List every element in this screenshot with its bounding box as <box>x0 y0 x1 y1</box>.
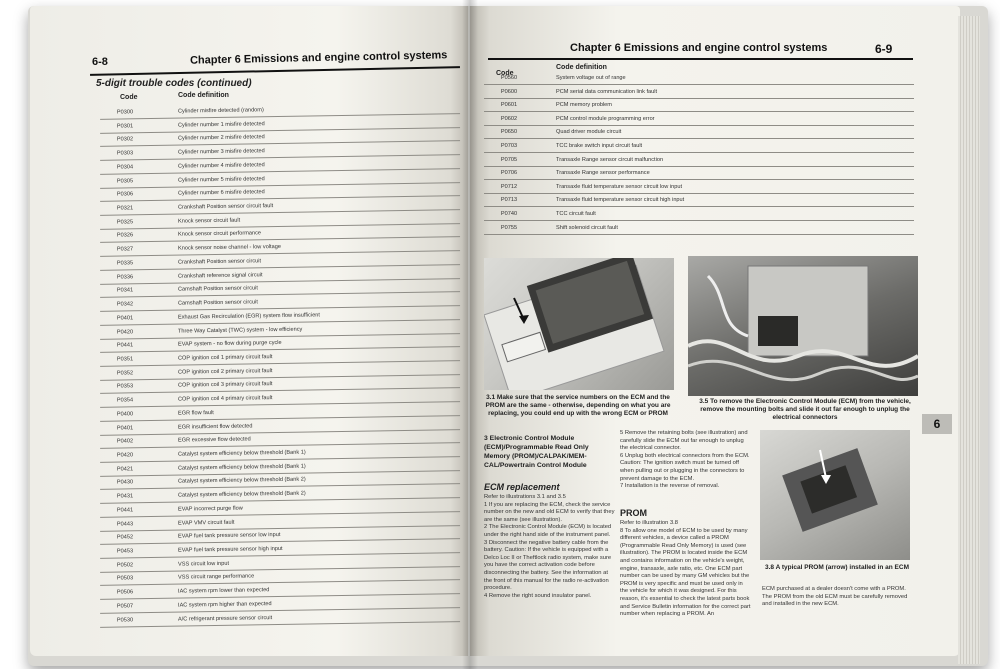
row-definition: Cylinder number 4 misfire detected <box>177 162 265 170</box>
row-code: P0400 <box>116 411 134 418</box>
row-definition: EVAP fuel tank pressure sensor high input <box>177 545 283 554</box>
row-code: P0321 <box>116 205 134 212</box>
row-code: P0706 <box>500 170 518 177</box>
row-code: P0453 <box>116 548 134 555</box>
prom-continued-text: ECM purchased at a dealer doesn't come with a PROM. The PROM from the old ECM must be carefully removed and installed in the new ECM. <box>762 586 908 608</box>
row-definition: Cylinder number 5 misfire detected <box>177 175 265 184</box>
wiring-illustration-icon <box>688 256 918 396</box>
row-code: P0325 <box>116 219 134 226</box>
row-definition: Knock sensor circuit fault <box>177 217 241 225</box>
row-code: P0354 <box>116 397 134 404</box>
row-definition: Cylinder number 1 misfire detected <box>177 120 265 129</box>
left-page-number: 6-8 <box>92 56 108 68</box>
row-definition: PCM memory problem <box>556 102 612 109</box>
row-definition: Shift solenoid circuit fault <box>556 224 618 231</box>
page-edges <box>958 16 980 664</box>
row-definition: VSS circuit low input <box>177 560 230 568</box>
right-col-def: Code definition <box>556 64 607 71</box>
ecm-steps-text: 5 Remove the retaining bolts (see illustration) and carefully slide the ECM out far enough to unplug the electrical connector. 6 Unplug both electrical connectors from the ECM. Caution: The ignition switch must be turned off when pulling out or plugging in the connectors to prevent damage to the ECM. 7 Installation is the reverse of removal. <box>620 430 750 490</box>
left-col-code: Code <box>120 94 138 101</box>
row-code: P0402 <box>116 438 134 445</box>
row-code: P0420 <box>116 452 134 459</box>
row-code: P0353 <box>116 383 134 390</box>
row-code: P0351 <box>116 356 134 363</box>
row-code: P0452 <box>116 534 134 541</box>
row-code: P0305 <box>116 177 134 185</box>
section-3-title: 3 Electronic Control Module (ECM)/Programmable Read Only Memory (PROM)/CALPAK/MEM-CAL/Powertrain Control Module <box>484 435 589 469</box>
left-page <box>30 6 468 656</box>
table-row <box>484 208 914 221</box>
row-definition: EGR excessive flow detected <box>177 436 251 444</box>
prom-illustration-icon <box>760 430 910 560</box>
row-definition: PCM control module programming error <box>556 115 655 122</box>
row-definition: Cylinder number 2 misfire detected <box>177 134 265 143</box>
row-definition: A/C refrigerant pressure sensor circuit <box>177 614 273 623</box>
ecm-replacement-text: Refer to illustrations 3.1 and 3.5 1 If you are replacing the ECM, check the service number on the new and old ECM to verify that they are the same (see illustration). 2 The Electronic Control Module (ECM) is located under the right hand side of the instrument panel. 3 Disconnect the negative battery cable from the battery. Caution: If the vehicle is equipped with a Delco Loc II or Theftlock radio system, make sure you have the correct activation code before disconnecting the battery. See the information at the front of this manual for the radio re-activation procedure. 4 Remove the right sound insulator panel. <box>484 494 615 599</box>
row-definition: System voltage out of range <box>556 75 626 81</box>
row-code: P0755 <box>500 224 518 231</box>
row-definition: TCC brake switch input circuit fault <box>556 143 643 149</box>
row-definition: Exhaust Gas Recirculation (EGR) system flow insufficient <box>177 312 321 321</box>
caption-3-8: 3.8 A typical PROM (arrow) installed in an ECM <box>765 564 909 571</box>
row-definition: PCM serial data communication link fault <box>556 88 658 95</box>
photo-3-8-prom <box>760 430 910 560</box>
row-code: P0401 <box>116 424 134 432</box>
row-code: P0431 <box>116 493 134 500</box>
right-page-number: 6-9 <box>875 42 893 56</box>
right-chapter-title: Chapter 6 Emissions and engine control systems <box>570 42 828 54</box>
row-definition: TCC circuit fault <box>556 211 596 217</box>
row-code: P0507 <box>116 603 134 610</box>
row-definition: Camshaft Position sensor circuit <box>177 285 258 293</box>
row-code: P0600 <box>500 88 518 95</box>
right-page <box>470 6 960 656</box>
prom-text: Refer to illustration 3.8 8 To allow one model of ECM to be used by many different vehicles, a device called a PROM (Programmable Read Only Memory) is used (see illustration). The PROM is located inside the ECM and contains information on the vehicle's weight, engine, transaxle, axle ratio, etc. One ECM part number can be used by many GM vehicles but the PROM is very specific and must be used only in the vehicle for which it was designed. For this reason, it's essential to check the latest parts book and Service Bulletin information for the correct part number when replacing a PROM. An <box>620 520 751 618</box>
row-definition: Catalyst system efficiency below threshold (Bank 1) <box>177 463 306 472</box>
photo-3-1-ecm-prom <box>484 258 674 390</box>
row-code: P0430 <box>116 479 134 486</box>
row-definition: Transaxle fluid temperature sensor circuit high input <box>556 197 685 204</box>
row-definition: COP ignition coil 1 primary circuit fault <box>177 354 273 362</box>
row-code: P0503 <box>116 575 134 583</box>
row-definition: IAC system rpm lower than expected <box>177 587 270 595</box>
row-code: P0705 <box>500 156 518 163</box>
table-row <box>484 72 914 85</box>
row-definition: Catalyst system efficiency below threshold (Bank 1) <box>177 449 306 458</box>
ecm-replacement-heading: ECM replacement <box>484 482 560 492</box>
row-definition: EGR flow fault <box>177 409 214 417</box>
row-code: P0602 <box>500 115 518 122</box>
row-definition: Three Way Catalyst (TWC) system - low efficiency <box>177 326 303 335</box>
row-definition: EVAP incorrect purge flow <box>177 505 243 513</box>
row-definition: Transaxle fluid temperature sensor circuit low input <box>556 183 683 190</box>
table-row <box>484 126 914 139</box>
row-code: P0300 <box>116 109 134 116</box>
row-code: P0560 <box>500 75 518 81</box>
book-gutter <box>462 0 478 669</box>
row-code: P0401 <box>116 315 134 322</box>
row-definition: Crankshaft Position sensor circuit <box>177 258 262 266</box>
row-definition: Cylinder misfire detected (random) <box>177 107 264 115</box>
table-row <box>484 167 914 180</box>
row-definition: EGR insufficient flow detected <box>177 422 253 431</box>
row-definition: IAC system rpm higher than expected <box>177 601 272 609</box>
row-code: P0712 <box>500 183 518 190</box>
row-code: P0335 <box>116 260 134 267</box>
row-definition: EVAP system - no flow during purge cycle <box>177 340 282 348</box>
row-code: P0352 <box>116 369 134 377</box>
table-row <box>484 154 914 167</box>
row-code: P0441 <box>116 507 134 514</box>
table-row <box>484 113 914 126</box>
row-definition: Cylinder number 6 misfire detected <box>177 189 265 197</box>
row-code: P0713 <box>500 197 518 204</box>
left-col-def: Code definition <box>178 92 229 99</box>
left-chapter-title: Chapter 6 Emissions and engine control systems <box>189 49 448 67</box>
row-code: P0502 <box>116 562 134 569</box>
table-row <box>484 140 914 153</box>
row-definition: EVAP VMV circuit fault <box>177 519 235 527</box>
row-definition: VSS circuit range performance <box>177 573 255 582</box>
row-code: P0421 <box>116 466 134 473</box>
table-row <box>484 86 914 99</box>
row-definition: Knock sensor noise channel - low voltage <box>177 244 281 252</box>
row-definition: Catalyst system efficiency below threshold (Bank 2) <box>177 477 306 486</box>
row-definition: Crankshaft reference signal circuit <box>177 271 263 280</box>
row-code: P0336 <box>116 273 134 281</box>
row-code: P0327 <box>116 246 134 253</box>
row-code: P0303 <box>116 150 134 157</box>
row-code: P0650 <box>500 129 518 136</box>
row-code: P0306 <box>116 191 134 198</box>
row-code: P0601 <box>500 102 518 109</box>
row-code: P0326 <box>116 232 134 240</box>
ecm-illustration-icon <box>484 258 674 390</box>
row-definition: EVAP fuel tank pressure sensor low input <box>177 532 281 540</box>
right-header-rule <box>488 58 913 60</box>
row-code: P0703 <box>500 143 518 149</box>
left-table-subtitle: 5-digit trouble codes (continued) <box>96 78 252 89</box>
row-code: P0341 <box>116 287 134 294</box>
row-definition: Knock sensor circuit performance <box>177 230 262 239</box>
row-code: P0342 <box>116 301 134 308</box>
caption-3-5: 3.5 To remove the Electronic Control Module (ECM) from the vehicle, remove the mounting bolts and slide it out far enough to unplug the electrical connectors <box>699 398 911 421</box>
caption-3-1: 3.1 Make sure that the service numbers on the ECM and the PROM are the same - otherwise, depending on what you are replacing, you could end up with the wrong ECM or PROM <box>485 394 671 417</box>
row-definition: COP ignition coil 4 primary circuit fault <box>177 395 273 403</box>
table-row <box>484 181 914 194</box>
prom-heading: PROM <box>620 508 647 518</box>
right-col-code: Code <box>496 70 514 77</box>
row-definition: Crankshaft Position sensor circuit fault <box>177 203 274 211</box>
row-code: P0441 <box>116 342 134 349</box>
table-row <box>484 222 914 235</box>
row-code: P0443 <box>116 520 134 528</box>
row-code: P0302 <box>116 136 134 143</box>
row-definition: Catalyst system efficiency below threshold (Bank 2) <box>177 490 306 499</box>
row-definition: Quad driver module circuit <box>556 129 622 136</box>
row-definition: COP ignition coil 3 primary circuit fault <box>177 381 273 389</box>
row-definition: Cylinder number 3 misfire detected <box>177 148 265 156</box>
table-row <box>484 194 914 207</box>
chapter-tab: 6 <box>922 414 952 434</box>
left-header-rule <box>90 66 460 76</box>
row-definition: COP ignition coil 2 primary circuit fault <box>177 367 273 376</box>
row-definition: Transaxle Range sensor performance <box>556 170 650 177</box>
row-definition: Camshaft Position sensor circuit <box>177 299 258 307</box>
row-code: P0420 <box>116 328 134 336</box>
row-code: P0301 <box>116 123 134 130</box>
row-definition: Transaxle Range sensor circuit malfunction <box>556 156 664 163</box>
row-code: P0740 <box>500 211 518 217</box>
row-code: P0304 <box>116 164 134 171</box>
row-code: P0506 <box>116 589 134 596</box>
table-row <box>484 99 914 112</box>
photo-3-5-ecm-removal <box>688 256 918 396</box>
row-code: P0530 <box>116 616 134 624</box>
